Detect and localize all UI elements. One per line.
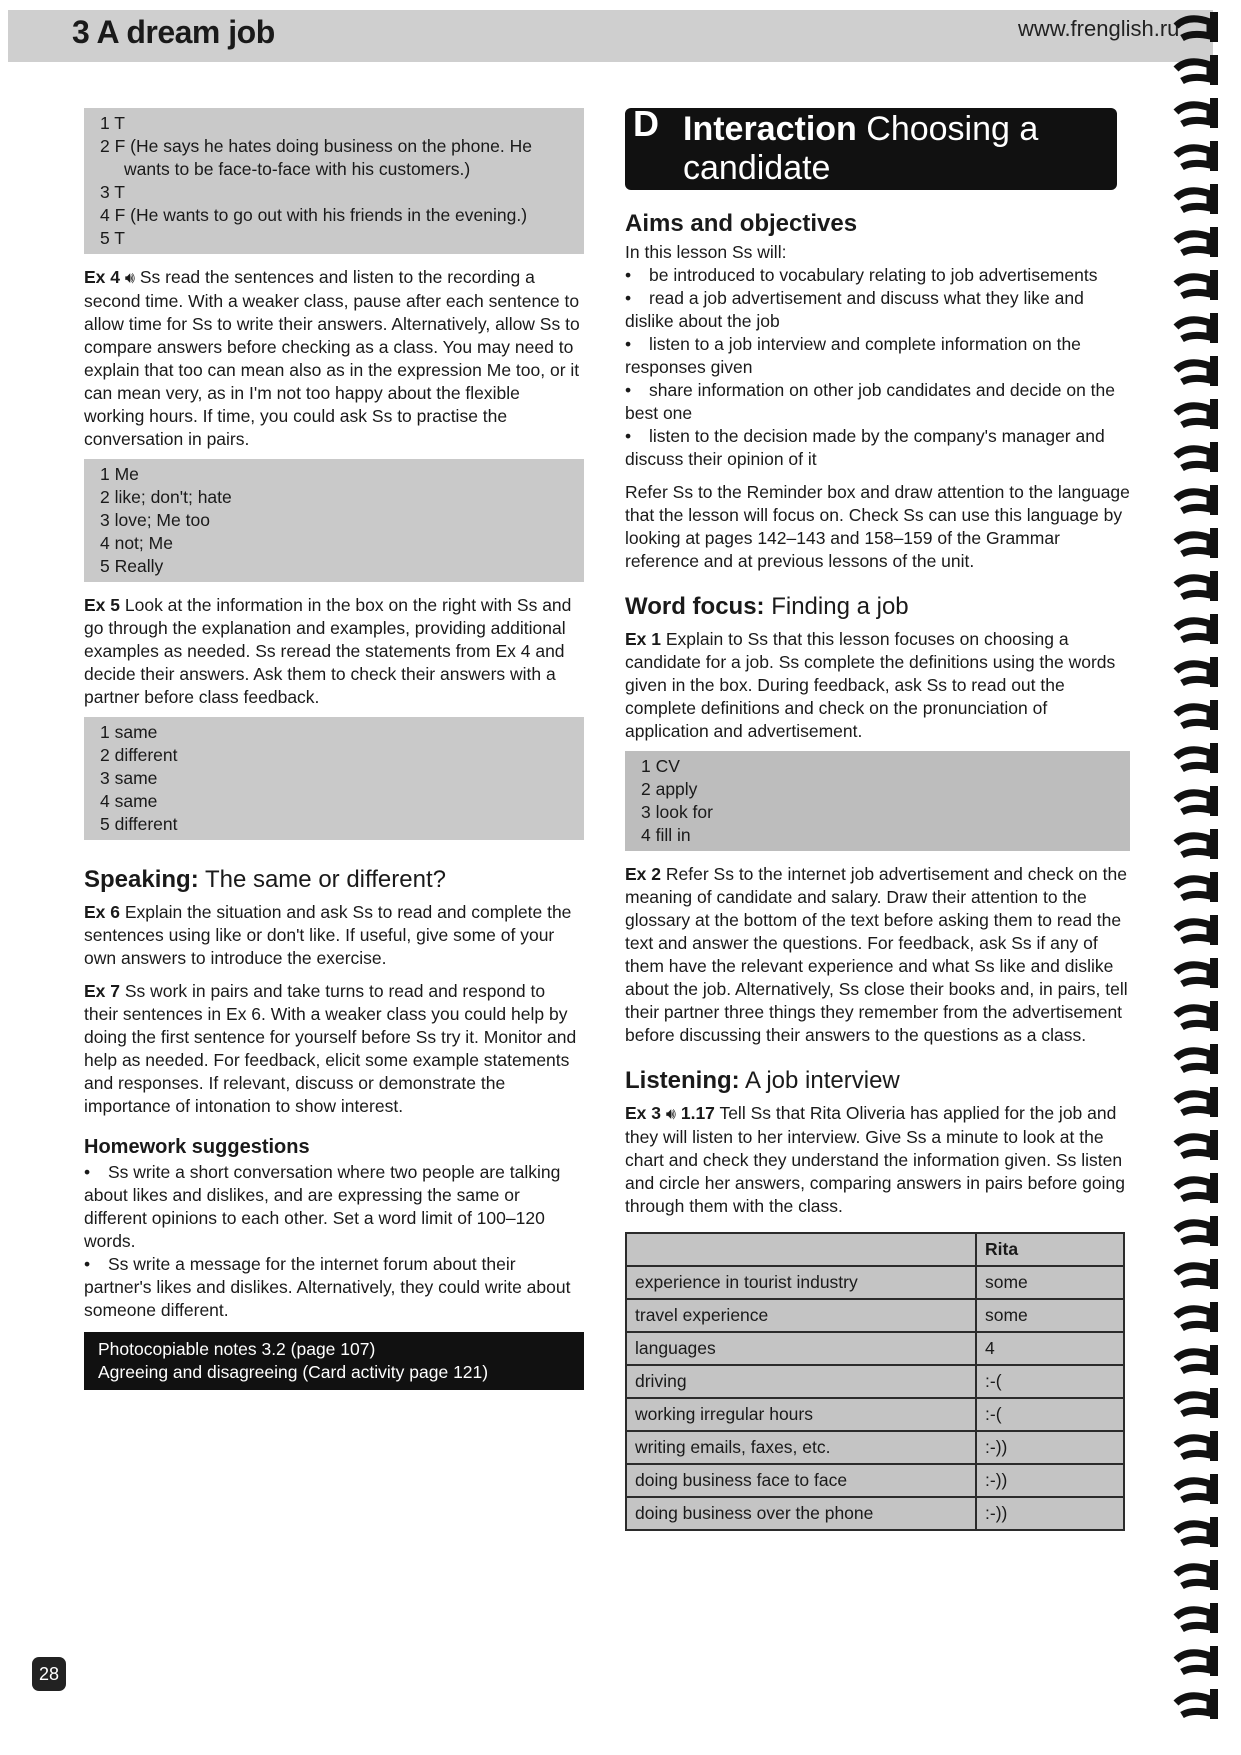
homework-list xyxy=(84,1161,584,1322)
table-cell-value: 4 xyxy=(976,1332,1124,1365)
spiral-coil xyxy=(1176,1567,1210,1586)
ex1-label: Ex 1 xyxy=(625,629,661,649)
ex1-text: Explain to Ss that this lesson focuses on choosing a candidate for a job. Ss complete the definitions using the words given in the box. During feedback, ask Ss to read out the complete definitions and check on the pronunciation of application and advertisement. xyxy=(625,629,1116,741)
spiral-coil xyxy=(1176,492,1210,511)
table-header-cell: Rita xyxy=(976,1233,1124,1266)
spiral-post xyxy=(1210,1689,1218,1719)
spiral-coil xyxy=(1176,965,1210,984)
table-row xyxy=(626,1497,1124,1530)
spiral-post xyxy=(1210,1216,1218,1246)
spiral-post xyxy=(1210,442,1218,472)
aims-item: • share information on other job candidates and decide on the best one xyxy=(625,380,1116,423)
ex5-paragraph xyxy=(84,594,584,709)
spiral-coil xyxy=(1176,449,1210,468)
spiral-coil xyxy=(1176,406,1210,425)
ex3-text: Tell Ss that Rita Oliveria has applied for the job and they will listen to her interview. Give Ss a minute to look at the chart and check they understand the information given. Ss listen and circle her answers, comparing answers in pairs before going through them with the class. xyxy=(625,1103,1125,1216)
ex3-paragraph xyxy=(625,1102,1130,1218)
table-cell-item: writing emails, faxes, etc. xyxy=(626,1431,976,1464)
spiral-post xyxy=(1210,1517,1218,1547)
spiral-post xyxy=(1210,270,1218,300)
spiral-coil xyxy=(1176,19,1210,38)
table-cell-value: :-)) xyxy=(976,1464,1124,1497)
spiral-coil xyxy=(1176,1309,1210,1328)
table-cell-value: :-( xyxy=(976,1398,1124,1431)
spiral-coil xyxy=(1176,320,1210,339)
spiral-coil xyxy=(1176,535,1210,554)
table-header-cell xyxy=(626,1233,976,1266)
ex5-label: Ex 5 xyxy=(84,595,120,615)
answer-line: 1 CV xyxy=(641,756,680,776)
aims-item: • listen to the decision made by the company's manager and discuss their opinion of it xyxy=(625,426,1105,469)
table-row xyxy=(626,1332,1124,1365)
spiral-binding xyxy=(1168,0,1241,1755)
notes-line: Photocopiable notes 3.2 (page 107) xyxy=(98,1339,376,1359)
answer-line: 5 T xyxy=(100,228,125,248)
ex1-paragraph xyxy=(625,628,1130,743)
listening-heading: Listening: A job interview xyxy=(625,1067,900,1094)
ex2-paragraph xyxy=(625,863,1130,1047)
spiral-post xyxy=(1210,614,1218,644)
table-row xyxy=(626,1464,1124,1497)
spiral-coil xyxy=(1176,1438,1210,1457)
spiral-coil xyxy=(1176,578,1210,597)
spiral-coil xyxy=(1176,62,1210,81)
spiral-post xyxy=(1210,55,1218,85)
table-cell-value: some xyxy=(976,1299,1124,1332)
answer-box-4 xyxy=(625,751,1130,851)
answer-line: 4 same xyxy=(100,791,158,811)
table-cell-item: doing business face to face xyxy=(626,1464,976,1497)
track-number: 1.17 xyxy=(680,1103,715,1123)
table-row xyxy=(626,1431,1124,1464)
answer-line: 4 not; Me xyxy=(100,533,173,553)
answer-line: 5 Really xyxy=(100,556,164,576)
spiral-coil xyxy=(1176,1610,1210,1629)
speaking-heading-rest: The same or different? xyxy=(204,866,446,893)
table-row xyxy=(626,1299,1124,1332)
section-letter: D xyxy=(633,103,659,144)
spiral-coil xyxy=(1176,879,1210,898)
right-column xyxy=(625,103,1130,1531)
spiral-coil xyxy=(1176,793,1210,812)
spiral-post xyxy=(1210,1302,1218,1332)
spiral-post xyxy=(1210,1044,1218,1074)
spiral-post xyxy=(1210,1001,1218,1031)
ex4-label: Ex 4 xyxy=(84,267,120,287)
spiral-coil xyxy=(1176,922,1210,941)
spiral-coil xyxy=(1176,1524,1210,1543)
spiral-post xyxy=(1210,1259,1218,1289)
refer-paragraph: Refer Ss to the Reminder box and draw attention to the language that the lesson will focus on. Check Ss can use this language by looking at pages 142–143 and 158–159 of the Grammar reference and at previous lessons of the unit. xyxy=(625,482,1130,571)
spiral-coil xyxy=(1176,277,1210,296)
site-url[interactable]: www.frenglish.ru xyxy=(1018,16,1180,41)
spiral-coil xyxy=(1176,836,1210,855)
table-cell-item: doing business over the phone xyxy=(626,1497,976,1530)
answer-line: wants to be face-to-face with his customers.) xyxy=(124,159,471,179)
answer-line: 3 T xyxy=(100,182,125,202)
spiral-coil xyxy=(1176,1051,1210,1070)
ex6-paragraph xyxy=(84,901,584,970)
spiral-post xyxy=(1210,571,1218,601)
spiral-post xyxy=(1210,98,1218,128)
table-row xyxy=(626,1266,1124,1299)
spiral-post xyxy=(1210,1173,1218,1203)
spiral-post xyxy=(1210,915,1218,945)
photocopiable-notes-box xyxy=(84,1332,584,1390)
ex6-label: Ex 6 xyxy=(84,902,120,922)
table-cell-item: languages xyxy=(626,1332,976,1365)
spiral-post xyxy=(1210,743,1218,773)
spiral-coil xyxy=(1176,664,1210,683)
rita-chart-table xyxy=(625,1232,1125,1531)
ex2-label: Ex 2 xyxy=(625,864,661,884)
spiral-post xyxy=(1210,1130,1218,1160)
spiral-post xyxy=(1210,1603,1218,1633)
table-cell-item: travel experience xyxy=(626,1299,976,1332)
spiral-coil xyxy=(1176,148,1210,167)
spiral-post xyxy=(1210,141,1218,171)
spiral-post xyxy=(1210,1087,1218,1117)
spiral-post xyxy=(1210,1560,1218,1590)
answer-line: 2 apply xyxy=(641,779,698,799)
spiral-coil xyxy=(1176,363,1210,382)
spiral-post xyxy=(1210,786,1218,816)
answer-line: 2 like; don't; hate xyxy=(100,487,232,507)
answer-box-2 xyxy=(84,459,584,582)
spiral-post xyxy=(1210,958,1218,988)
homework-item: • Ss write a short conversation where two people are talking about likes and dislikes, and are expressing the same or different opinions to each other. Set a word limit of 100–120 words. xyxy=(84,1162,561,1251)
left-column xyxy=(84,108,584,1390)
spiral-post xyxy=(1210,829,1218,859)
spiral-post xyxy=(1210,1646,1218,1676)
table-row xyxy=(626,1365,1124,1398)
answer-line: 5 different xyxy=(100,814,178,834)
spiral-post xyxy=(1210,227,1218,257)
answer-line: 4 fill in xyxy=(641,825,691,845)
section-banner xyxy=(625,103,1117,190)
spiral-post xyxy=(1210,184,1218,214)
spiral-post xyxy=(1210,313,1218,343)
unit-title: 3 A dream job xyxy=(72,14,275,50)
page-number: 28 xyxy=(32,1657,66,1691)
spiral-coil xyxy=(1176,750,1210,769)
spiral-post xyxy=(1210,1474,1218,1504)
table-row xyxy=(626,1398,1124,1431)
spiral-coil xyxy=(1176,1137,1210,1156)
homework-heading: Homework suggestions xyxy=(84,1136,310,1158)
answer-line: 1 T xyxy=(100,113,125,133)
homework-item: • Ss write a message for the internet forum about their partner's likes and dislikes. Alternatively, they could write about someone different. xyxy=(84,1254,571,1320)
spiral-post xyxy=(1210,1431,1218,1461)
spiral-coil xyxy=(1176,191,1210,210)
speaking-heading-bold: Speaking: xyxy=(84,866,199,893)
answer-line: 2 different xyxy=(100,745,178,765)
ex5-text: Look at the information in the box on the right with Ss and go through the explanation and examples, providing additional examples as needed. Ss reread the statements from Ex 4 and decide their answers. Ask them to check their answers with a partner before class feedback. xyxy=(84,595,572,707)
spiral-post xyxy=(1210,399,1218,429)
section-title: Interaction Choosing a candidate xyxy=(683,110,1039,187)
spiral-post xyxy=(1210,1388,1218,1418)
aims-list xyxy=(625,264,1130,471)
notes-line: Agreeing and disagreeing (Card activity page 121) xyxy=(98,1362,489,1382)
answer-line: 3 look for xyxy=(641,802,713,822)
spiral-coil xyxy=(1176,1094,1210,1113)
answer-line: 2 F (He says he hates doing business on the phone. He xyxy=(100,136,532,156)
table-cell-value: some xyxy=(976,1266,1124,1299)
spiral-post xyxy=(1210,485,1218,515)
spiral-coil xyxy=(1176,1395,1210,1414)
table-cell-value: :-)) xyxy=(976,1497,1124,1530)
spiral-coil xyxy=(1176,707,1210,726)
spiral-coil xyxy=(1176,1696,1210,1715)
answer-line: 4 F (He wants to go out with his friends in the evening.) xyxy=(100,205,528,225)
answer-line: 3 love; Me too xyxy=(100,510,210,530)
audio-icon: 🔊︎ xyxy=(665,1106,676,1123)
ex6-text: Explain the situation and ask Ss to read and complete the sentences using like or don't like. If useful, give some of your own answers to introduce the exercise. xyxy=(84,902,572,968)
ex4-paragraph xyxy=(84,266,584,451)
aims-intro: In this lesson Ss will: xyxy=(625,242,787,262)
spiral-coil xyxy=(1176,1352,1210,1371)
ex7-paragraph xyxy=(84,980,584,1118)
spiral-coil xyxy=(1176,1008,1210,1027)
answer-line: 3 same xyxy=(100,768,158,788)
spiral-post xyxy=(1210,1345,1218,1375)
table-header-row xyxy=(626,1233,1124,1266)
spiral-coil xyxy=(1176,1266,1210,1285)
word-focus-heading: Word focus: Finding a job xyxy=(625,593,909,620)
spiral-coil xyxy=(1176,105,1210,124)
spiral-coil xyxy=(1176,1223,1210,1242)
spiral-post xyxy=(1210,700,1218,730)
ex2-text: Refer Ss to the internet job advertisement and check on the meaning of candidate and salary. Draw their attention to the glossary at the bottom of the text before asking them to read the text and answer the questions. For feedback, ask Ss if any of them have the relevant experience and what Ss like and dislike about the job. Alternatively, Ss close their books and, in pairs, tell their partner three things they remember from the advertisement before discussing their answers to the questions as a class. xyxy=(625,864,1128,1045)
answer-box-1 xyxy=(84,108,584,254)
spiral-post xyxy=(1210,356,1218,386)
answer-box-3 xyxy=(84,717,584,840)
ex7-text: Ss work in pairs and take turns to read and respond to their sentences in Ex 6. With a weaker class you could help by doing the first sentence for yourself before Ss try it. Monitor and help as needed. For feedback, elicit some example statements and responses. If relevant, discuss or demonstrate the importance of intonation to show interest. xyxy=(84,981,577,1116)
table-cell-item: driving xyxy=(626,1365,976,1398)
spiral-coil xyxy=(1176,234,1210,253)
audio-icon: 🔊︎ xyxy=(124,270,135,287)
ex7-label: Ex 7 xyxy=(84,981,120,1001)
speaking-heading xyxy=(84,868,584,891)
aims-item: • read a job advertisement and discuss what they like and dislike about the job xyxy=(625,288,1084,331)
aims-item: • be introduced to vocabulary relating to job advertisements xyxy=(625,265,1098,285)
table-cell-item: experience in tourist industry xyxy=(626,1266,976,1299)
answer-line: 1 same xyxy=(100,722,158,742)
spiral-post xyxy=(1210,872,1218,902)
spiral-post xyxy=(1210,657,1218,687)
ex4-text: Ss read the sentences and listen to the recording a second time. With a weaker class, pause after each sentence to allow time for Ss to write their answers. Alternatively, allow Ss to compare answers before checking as a class. You may need to explain that too can mean also as in the expression Me too, or it can mean very, as in I'm not too happy about the flexible working hours. If time, you could ask Ss to practise the conversation in pairs. xyxy=(84,267,580,449)
aims-item: • listen to a job interview and complete information on the responses given xyxy=(625,334,1081,377)
ex3-label: Ex 3 xyxy=(625,1103,661,1123)
spiral-post xyxy=(1210,12,1218,42)
spiral-coil xyxy=(1176,1481,1210,1500)
table-cell-item: working irregular hours xyxy=(626,1398,976,1431)
spiral-coil xyxy=(1176,1653,1210,1672)
spiral-post xyxy=(1210,528,1218,558)
table-cell-value: :-)) xyxy=(976,1431,1124,1464)
answer-line: 1 Me xyxy=(100,464,139,484)
spiral-coil xyxy=(1176,1180,1210,1199)
spiral-coil xyxy=(1176,621,1210,640)
table-cell-value: :-( xyxy=(976,1365,1124,1398)
aims-heading: Aims and objectives xyxy=(625,210,858,237)
